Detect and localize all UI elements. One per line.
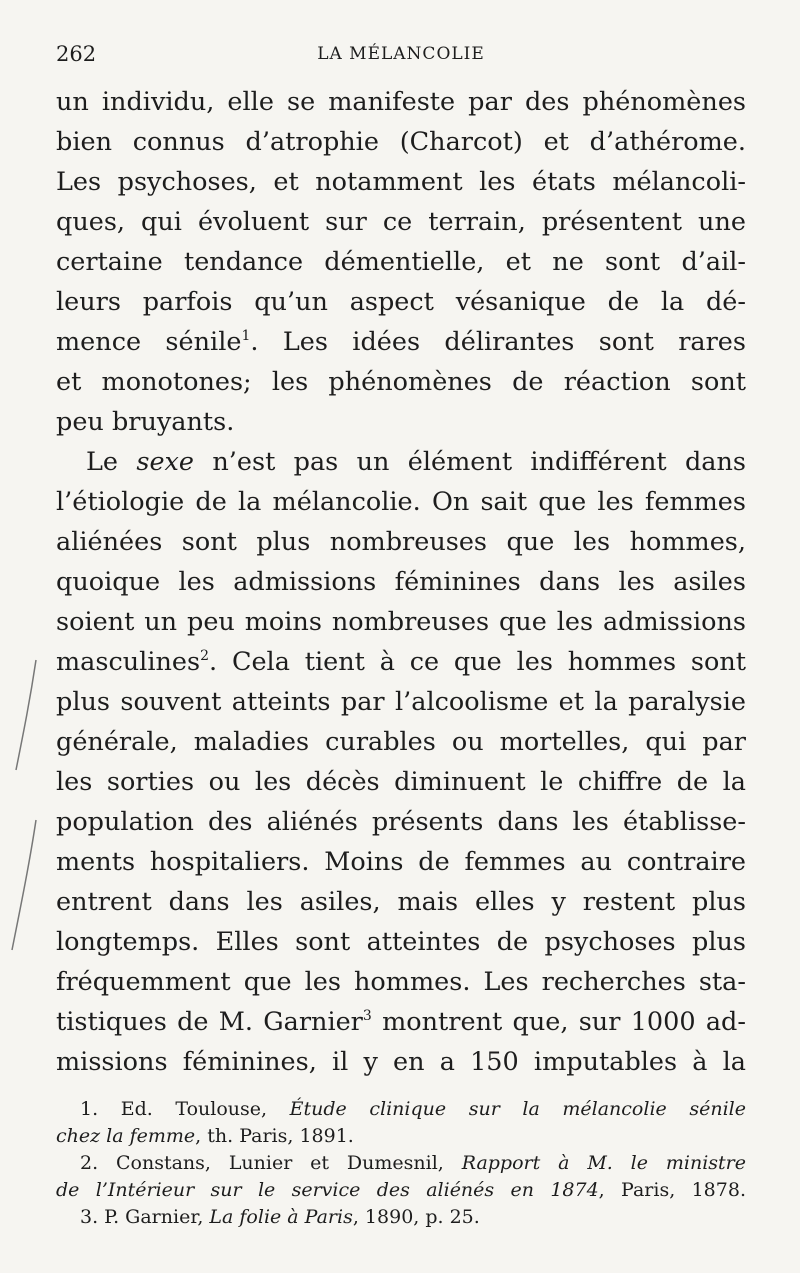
footnote-ref: 2 bbox=[200, 648, 210, 664]
footnote-ref: 1 bbox=[241, 328, 251, 344]
text-fragment: . Les idées délirantes sont rares bbox=[250, 327, 746, 357]
text-line: population des aliénés présents dans les établisse- bbox=[56, 807, 746, 837]
text-line: entrent dans les asiles, mais elles y restent plus bbox=[56, 887, 746, 917]
pencil-margin-mark bbox=[0, 0, 60, 1273]
text-line: bien connus d’atrophie (Charcot) et d’athérome. bbox=[56, 127, 746, 157]
text-fragment: 1. Ed. Toulouse, bbox=[80, 1098, 290, 1120]
text-fragment: montrent que, sur 1000 ad- bbox=[371, 1007, 746, 1037]
text-fragment: . Cela tient à ce que les hommes sont bbox=[209, 647, 746, 677]
text-line: l’étiologie de la mélancolie. On sait que les femmes bbox=[56, 487, 746, 517]
text-line: générale, maladies curables ou mortelles, qui par bbox=[56, 727, 746, 757]
text-line bbox=[56, 322, 746, 362]
text-fragment: masculines bbox=[56, 647, 201, 677]
text-line: quoique les admissions féminines dans les asiles bbox=[56, 567, 746, 597]
text-line: leurs parfois qu’un aspect vésanique de la dé- bbox=[56, 287, 746, 317]
footnote-line bbox=[56, 1123, 746, 1150]
emphasis: La folie à Paris bbox=[209, 1206, 353, 1228]
footnotes bbox=[56, 1096, 746, 1231]
footnote-ref: 3 bbox=[362, 1008, 372, 1024]
text-fragment: mence sénile bbox=[56, 327, 242, 357]
text-fragment: n’est pas un élément indifférent dans bbox=[194, 447, 747, 477]
text-line: missions féminines, il y en a 150 imputables à la bbox=[56, 1047, 746, 1077]
page-number: 262 bbox=[56, 42, 97, 66]
text-line: aliénées sont plus nombreuses que les hommes, bbox=[56, 527, 746, 557]
emphasis: chez la femme bbox=[56, 1125, 196, 1147]
text-line bbox=[56, 1002, 746, 1042]
page-header bbox=[56, 38, 746, 72]
text-line: fréquemment que les hommes. Les recherches sta- bbox=[56, 967, 746, 997]
text-fragment: 2. Constans, Lunier et Dumesnil, bbox=[80, 1152, 462, 1174]
emphasis: de l’Intérieur sur le service des aliénés en 1874 bbox=[56, 1179, 599, 1201]
text-line: soient un peu moins nombreuses que les admissions bbox=[56, 607, 746, 637]
text-line: un individu, elle se manifeste par des phénomènes bbox=[56, 87, 746, 117]
text-line: et monotones; les phénomènes de réaction sont bbox=[56, 367, 746, 397]
text-line: peu bruyants. bbox=[56, 407, 235, 437]
body-text bbox=[56, 82, 746, 1082]
footnote-line bbox=[56, 1096, 746, 1123]
text-line bbox=[56, 442, 746, 482]
running-title: LA MÉLANCOLIE bbox=[317, 44, 485, 64]
text-fragment: , 1890, p. 25. bbox=[352, 1206, 480, 1228]
text-line: les sorties ou les décès diminuent le chiffre de la bbox=[56, 767, 746, 797]
footnote-line bbox=[56, 1150, 746, 1177]
text-line: longtemps. Elles sont atteintes de psychoses plus bbox=[56, 927, 746, 957]
emphasis: Étude clinique sur la mélancolie sénile bbox=[289, 1098, 746, 1120]
text-line: ques, qui évoluent sur ce terrain, présentent une bbox=[56, 207, 746, 237]
text-line bbox=[56, 642, 746, 682]
text-line: ments hospitaliers. Moins de femmes au contraire bbox=[56, 847, 746, 877]
emphasis: Rapport à M. le ministre bbox=[461, 1152, 746, 1174]
text-fragment: , Paris, 1878. bbox=[598, 1179, 746, 1201]
text-line: plus souvent atteints par l’alcoolisme et la paralysie bbox=[56, 687, 746, 717]
text-fragment: Le bbox=[86, 447, 137, 477]
text-line: certaine tendance démentielle, et ne sont d’ail- bbox=[56, 247, 746, 277]
text-fragment: tistiques de M. Garnier bbox=[56, 1007, 363, 1037]
text-fragment: 3. P. Garnier, bbox=[80, 1206, 210, 1228]
emphasis: sexe bbox=[136, 447, 195, 477]
footnote-line bbox=[56, 1204, 746, 1231]
footnote-line bbox=[56, 1177, 746, 1204]
text-line: Les psychoses, et notamment les états mélancoli- bbox=[56, 167, 746, 197]
text-fragment: , th. Paris, 1891. bbox=[195, 1125, 354, 1147]
